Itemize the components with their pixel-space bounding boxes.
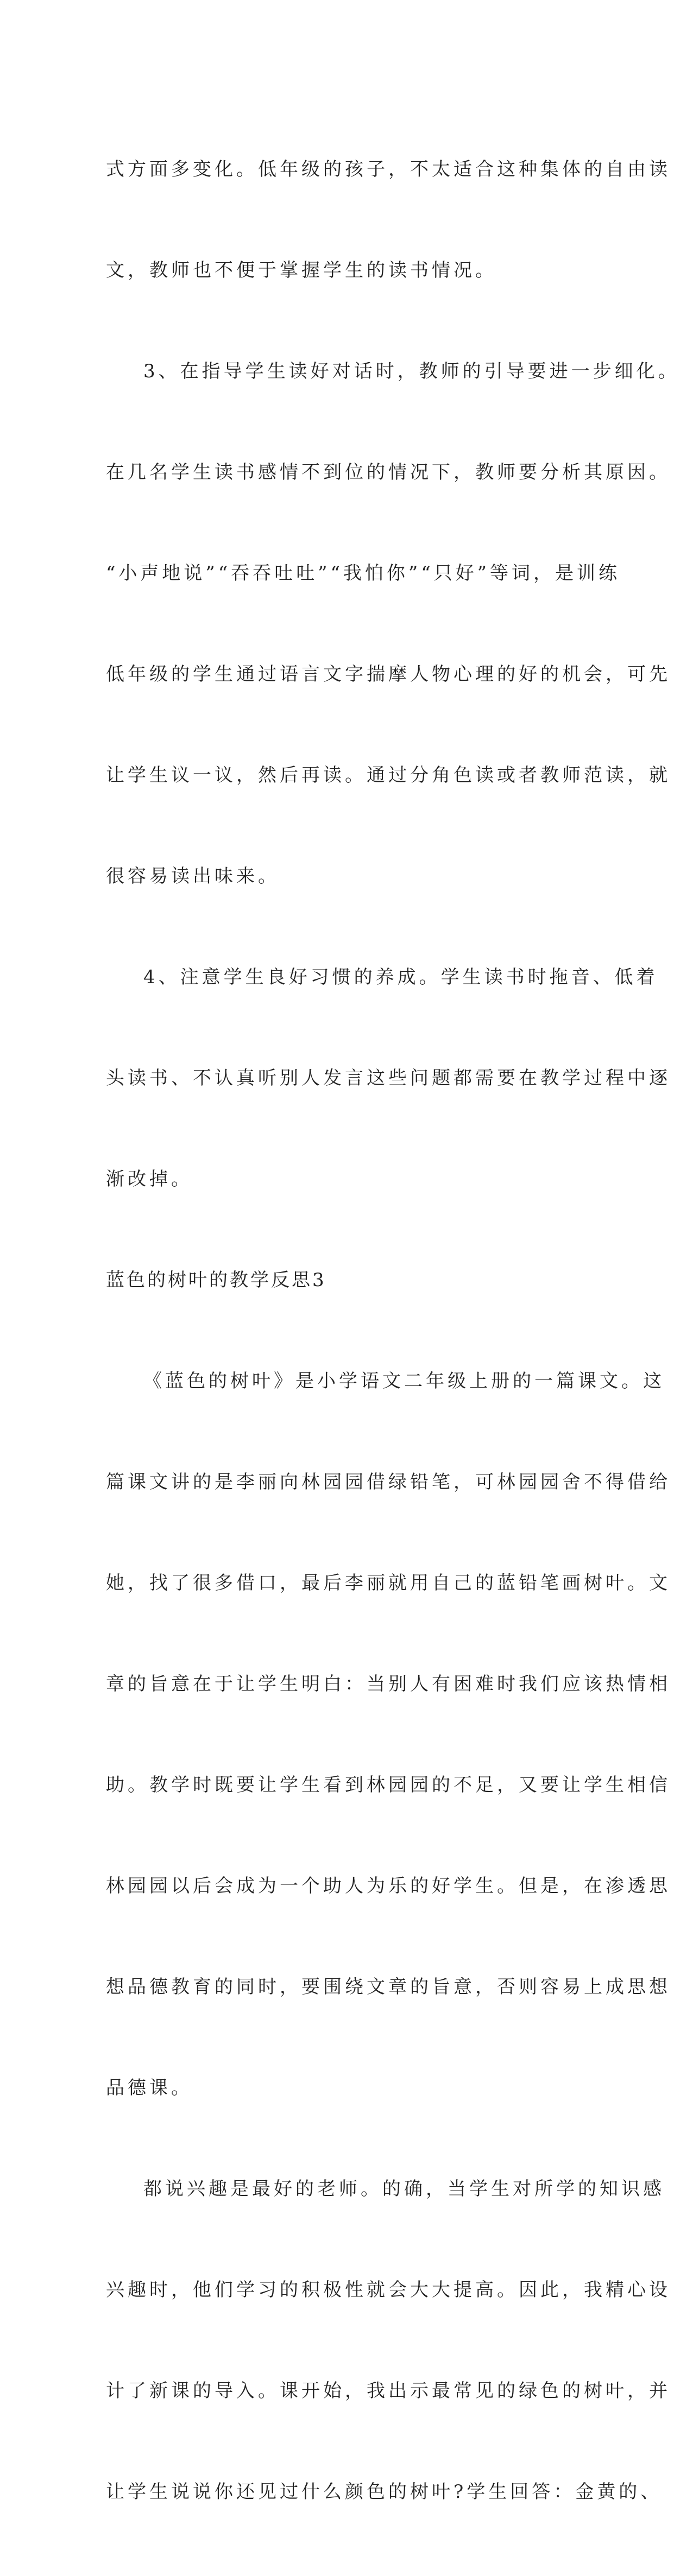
text-line: 助。教学时既要让学生看到林园园的不足，又要让学生相信 [106,1774,671,1796]
text-line: 让学生议一议，然后再读。通过分角色读或者教师范读，就 [106,764,671,786]
text-line: 文，教师也不便于掌握学生的读书情况。 [106,260,497,281]
text-line: 4、注意学生良好习惯的养成。学生读书时拖音、低着 [143,966,658,988]
text-line: 兴趣时，他们学习的积极性就会大大提高。因此，我精心设 [106,2279,671,2301]
text-line: 头读书、不认真听别人发言这些问题都需要在教学过程中逐 [106,1067,671,1089]
text-line: 她，找了很多借口，最后李丽就用自己的蓝铅笔画树叶。文 [106,1572,671,1594]
text-line: 都说兴趣是最好的老师。的确，当学生对所学的知识感 [143,2178,665,2200]
section-heading: 蓝色的树叶的教学反思3 [106,1269,326,1291]
text-line: 低年级的学生通过语言文字揣摩人物心理的好的机会，可先 [106,663,671,685]
text-line: “小声地说”“吞吞吐吐”“我怕你”“只好”等词，是训练 [106,562,621,584]
text-line: 在几名学生读书感情不到位的情况下，教师要分析其原因。 [106,461,671,483]
text-line: 《蓝色的树叶》是小学语文二年级上册的一篇课文。这 [143,1370,665,1392]
text-line: 渐改掉。 [106,1168,193,1190]
text-line: 章的旨意在于让学生明白：当别人有困难时我们应该热情相 [106,1673,671,1695]
text-line: 让学生说说你还见过什么颜色的树叶?学生回答：金黄的、 [106,2481,663,2503]
text-line: 想品德教育的同时，要围绕文章的旨意，否则容易上成思想 [106,1976,671,1998]
text-line: 篇课文讲的是李丽向林园园借绿铅笔，可林园园舍不得借给 [106,1471,671,1493]
text-line: 式方面多变化。低年级的孩子，不太适合这种集体的自由读 [106,159,671,180]
text-line: 3、在指导学生读好对话时，教师的引导要进一步细化。 [143,360,680,382]
text-line: 很容易读出味来。 [106,865,280,887]
document-body [106,85,680,2576]
text-line: 品德课。 [106,2077,193,2099]
text-line: 计了新课的导入。课开始，我出示最常见的绿色的树叶，并 [106,2380,671,2402]
text-line: 林园园以后会成为一个助人为乐的好学生。但是，在渗透思 [106,1875,671,1897]
